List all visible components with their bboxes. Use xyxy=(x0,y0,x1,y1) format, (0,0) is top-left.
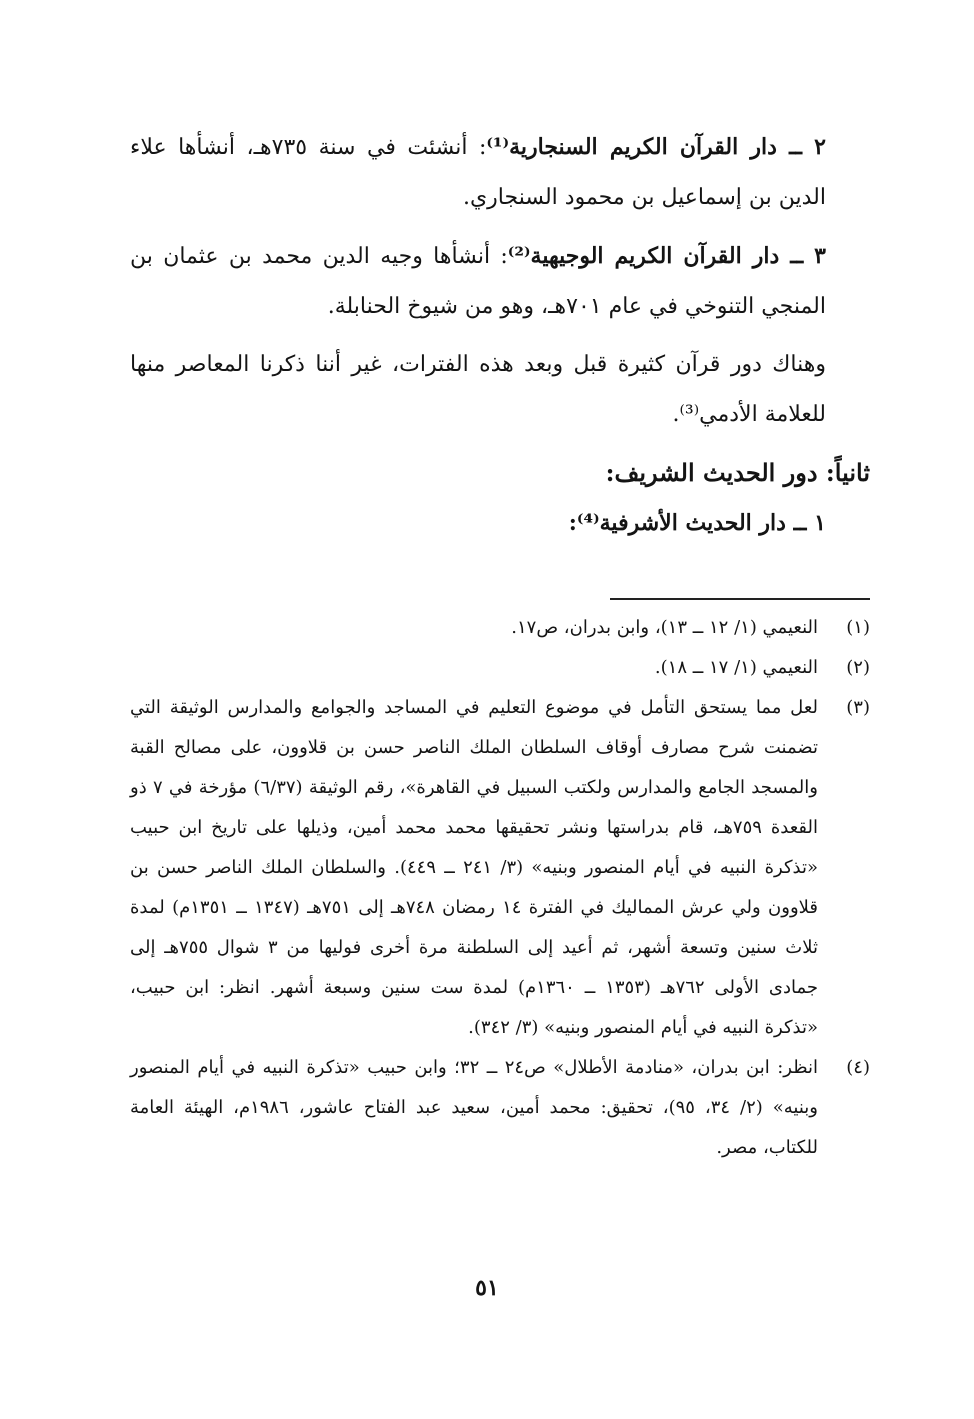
paragraph-text: : أنشأها وجيه الدين محمد بن عثمان بن المنجي التنوخي في عام ٧٠١هـ، وهو من شيوخ الحنابلة. xyxy=(130,244,826,319)
footnote-number: (١) xyxy=(846,617,870,638)
footnote xyxy=(130,688,870,1048)
footnote-text: النعيمي (١/ ١٧ ــ ١٨). xyxy=(654,657,818,678)
footnote-number: (٣) xyxy=(846,697,870,718)
footnote-text: النعيمي (١/ ١٢ ــ ١٣)، وابن بدران، ص١٧. xyxy=(511,617,818,638)
paragraph-lead: ٣ ــ دار القرآن الكريم الوجيهية⁽²⁾ xyxy=(507,243,826,269)
footnote-number: (٢) xyxy=(846,657,870,678)
paragraph-text: : أنشئت في سنة ٧٣٥هـ، أنشأها علاء الدين بن إسماعيل بن محمود السنجاري. xyxy=(130,135,826,210)
paragraph-other-quran-houses: وهناك دور قرآن كثيرة قبل وبعد هذه الفترات، غير أننا ذكرنا المعاصر منها للعلامة الأدمي⁽³⁾. xyxy=(130,352,826,427)
footnote-text: لعل مما يستحق التأمل في موضوع التعليم في المساجد والجوامع والمدارس الوثيقة التي تضمنت شرح مصارف أوقاف السلطان الملك الناصر حسن بن قلاوون، على مصالح القبة والمسجد الجامع والمدارس ولكتب السبيل في القاهرة»، رقم الوثيقة (٦/٣٧) مؤرخة في ٧ ذو القعدة ٧٥٩هـ، قام بدراستها ونشر تحقيقها محمد محمد أمين، وذيلها على تاريخ ابن حبيب «تذكرة النبيه في أيام المنصور وبنيه» (٣/ ٢٤١ ــ ٤٤٩). والسلطان الملك الناصر حسن بن قلاوون ولي عرش المماليك في الفترة ١٤ رمضان ٧٤٨هـ إلى ٧٥١هـ (١٣٤٧ ــ ١٣٥١م) لمدة ثلاث سنين وتسعة أشهر، ثم أعيد إلى السلطنة مرة أخرى فوليها من ٣ شوال ٧٥٥هـ إلى جمادى الأولى ٧٦٢هـ (١٣٥٣ ــ ١٣٦٠م) لمدة ست سنين وسبعة أشهر. انظر: ابن حبيب، «تذكرة النبيه في أيام المنصور وبنيه» (٣/ ٣٤٢). xyxy=(130,697,819,1038)
paragraph-dar-al-quran-wajihiya xyxy=(130,231,870,332)
paragraph-dar-al-quran-sinjariya xyxy=(130,122,870,223)
footnote-text: انظر: ابن بدران، «منادمة الأطلال» ص٢٤ ــ ٣٢؛ وابن حبيب «تذكرة النبيه في أيام المنصور وبنيه» (٢/ ٣٤، ٩٥)، تحقيق: محمد أمين، سعيد عبد الفتاح عاشور، ١٩٨٦م، الهيئة العامة للكتاب، مصر. xyxy=(130,1057,818,1158)
sub-heading-dar-al-hadith-ashrafiya: ١ ــ دار الحديث الأشرفية⁽⁴⁾: xyxy=(568,510,826,536)
footnote-number: (٤) xyxy=(846,1057,870,1078)
footnote xyxy=(130,608,870,648)
section-heading: ثانياً: دور الحديث الشريف: xyxy=(605,458,870,487)
paragraph-lead: ٢ ــ دار القرآن الكريم السنجارية⁽¹⁾ xyxy=(486,134,826,160)
footnote-divider xyxy=(610,598,870,600)
footnote xyxy=(130,648,870,688)
page-number: ٥١ xyxy=(475,1275,499,1301)
main-text xyxy=(130,122,870,548)
footnotes xyxy=(130,608,870,1168)
footnote xyxy=(130,1048,870,1168)
